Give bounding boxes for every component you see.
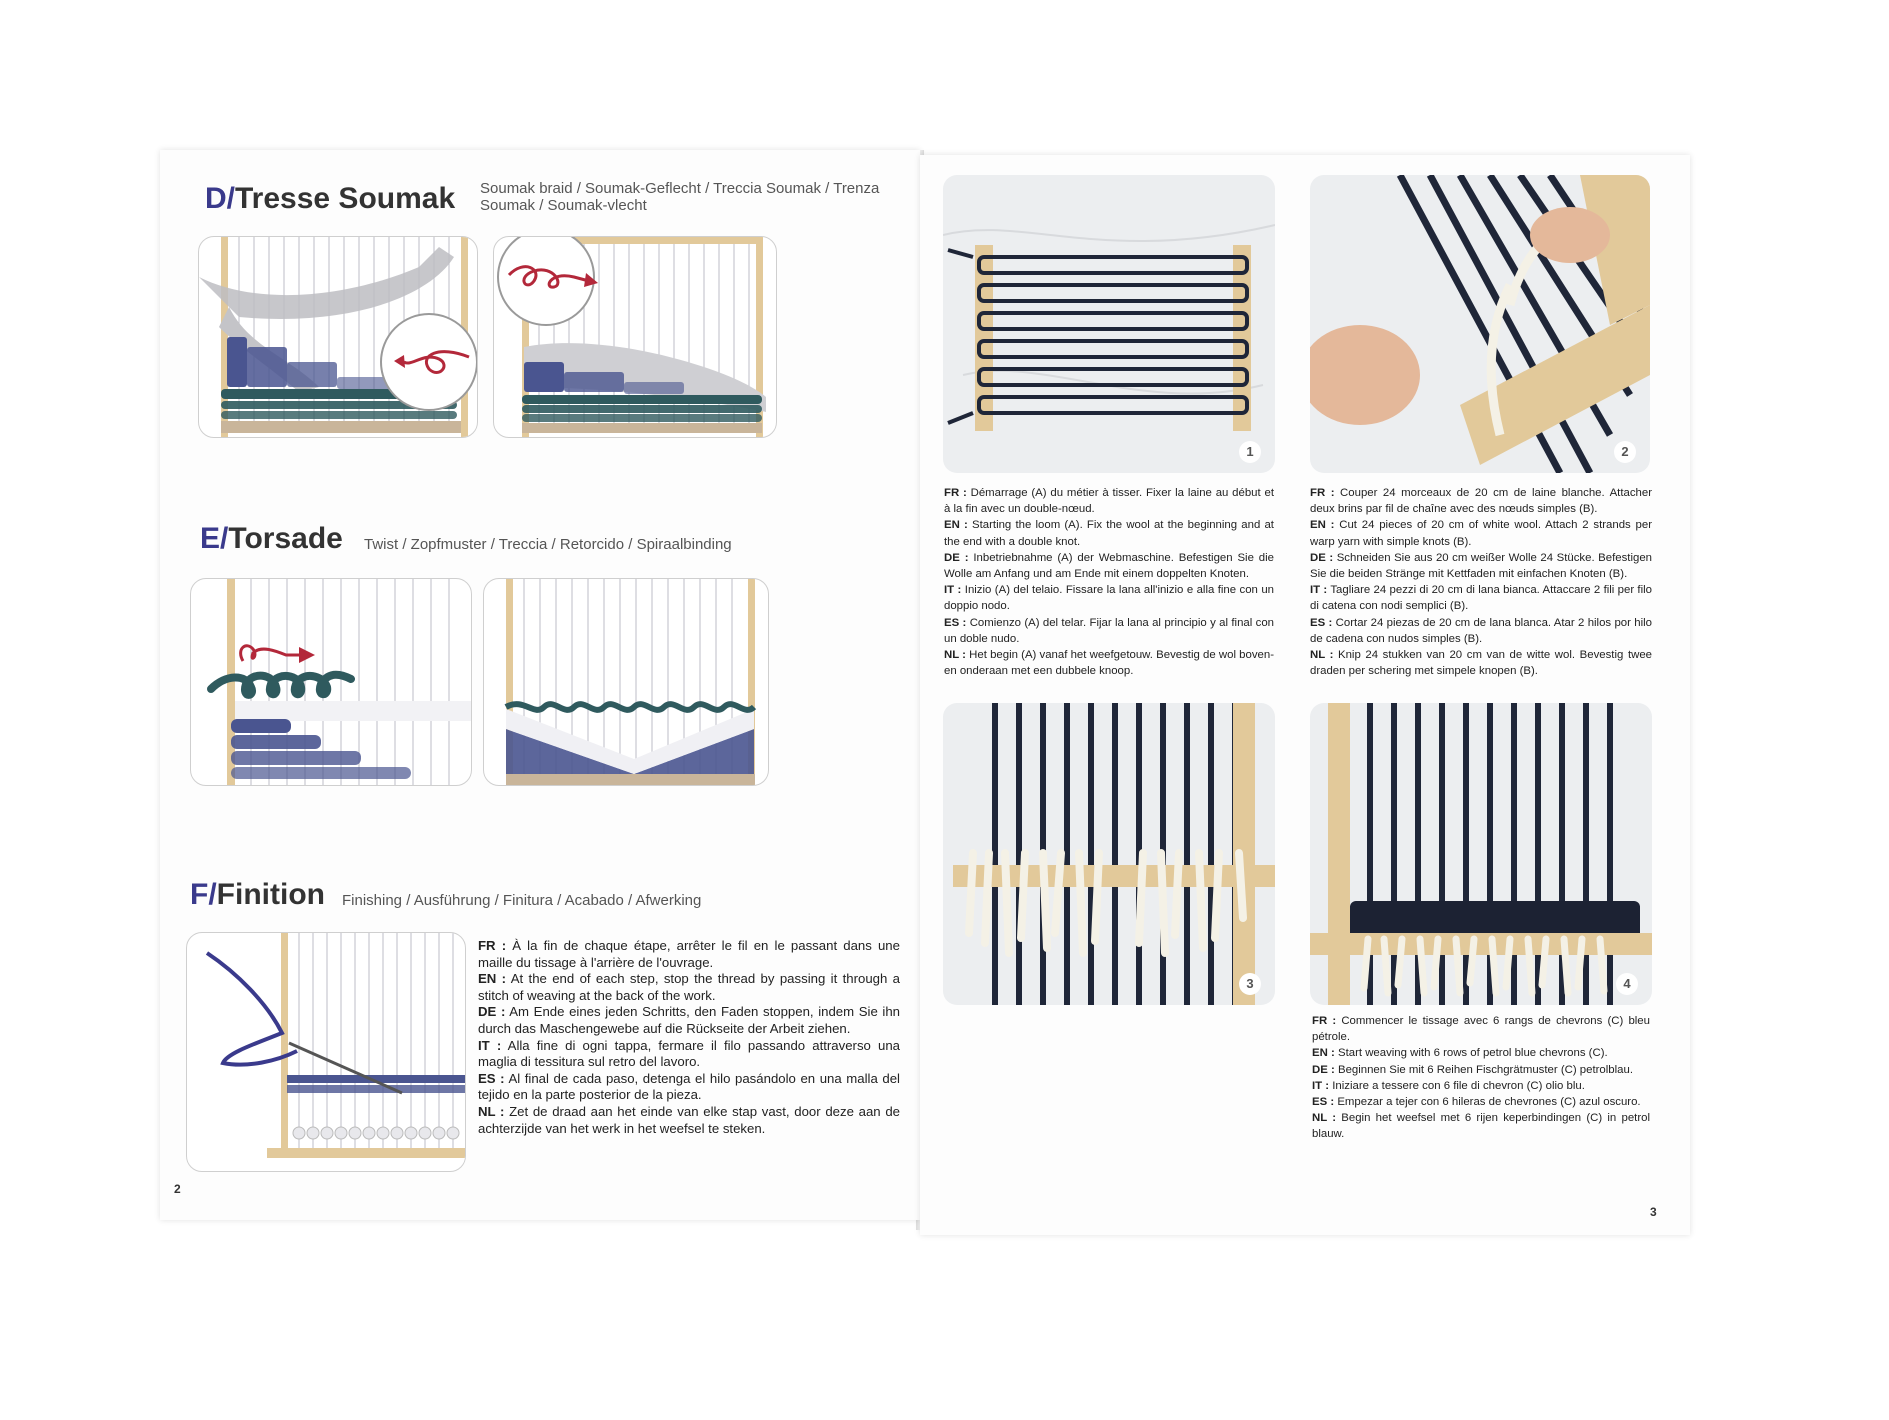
- finishing-instruction-fr: FR : À la fin de chaque étape, arrêter le fil en le passant dans une maille du tissage à l'arrière de l'ouvrage.: [478, 938, 900, 970]
- step-2-instruction-es: ES : Cortar 24 piezas de 20 cm de lana blanca. Atar 2 hilos por hilo de cadena con nudos simples (B).: [1310, 616, 1652, 645]
- soumak-step1-drawing: [199, 237, 477, 437]
- step-photo-3: [943, 703, 1275, 1005]
- step-number-4: 4: [1616, 973, 1638, 995]
- soumak-illustration-1: [198, 236, 478, 438]
- step-4-instruction-en: EN : Start weaving with 6 rows of petrol blue chevrons (C).: [1312, 1047, 1608, 1060]
- twist-illustration-1: [190, 578, 472, 786]
- step-2-instructions: [1310, 485, 1652, 679]
- step-4-instruction-es: ES : Empezar a tejer con 6 hileras de chevrones (C) azul oscuro.: [1312, 1096, 1641, 1109]
- step-4-instruction-nl: NL : Begin het weefsel met 6 rijen keperbindingen (C) in petrol blauw.: [1312, 1112, 1650, 1141]
- step-number-3: 3: [1239, 973, 1261, 995]
- finishing-drawing: [187, 933, 465, 1171]
- step-1-instruction-fr: FR : Démarrage (A) du métier à tisser. Fixer la laine au début et à la fin avec un double-nœud.: [944, 487, 1274, 516]
- step-2-instruction-en: EN : Cut 24 pieces of 20 cm of white wool. Attach 2 strands per warp yarn with simple knots (B).: [1310, 519, 1652, 548]
- step-1-instruction-en: EN : Starting the loom (A). Fix the wool at the beginning and at the end with a double knot.: [944, 519, 1274, 548]
- soumak-illustration-2: [493, 236, 777, 438]
- finishing-instruction-it: IT : Alla fine di ogni tappa, fermare il filo passando attraverso una maglia di tessitura sul retro del lavoro.: [478, 1037, 901, 1070]
- twist-illustration-2: [483, 578, 769, 786]
- step-1-instruction-nl: NL : Het begin (A) vanaf het weefgetouw. Bevestig de wol boven- en onderaan met een dubbele knoop.: [944, 649, 1274, 678]
- step-photo-1: [943, 175, 1275, 473]
- step-4-instruction-it: IT : Iniziare a tessere con 6 file di chevron (C) olio blu.: [1312, 1079, 1585, 1092]
- step-2-instruction-de: DE : Schneiden Sie aus 20 cm weißer Wolle 24 Stücke. Befestigen Sie die beiden Stränge mit Kettfaden mit einfachen Knoten (B).: [1310, 551, 1652, 581]
- step-2-instruction-nl: NL : Knip 24 stukken van 20 cm van de witte wol. Bevestig twee draden per schering met simpele knopen (B).: [1310, 649, 1652, 678]
- twist-step2-drawing: [484, 579, 768, 785]
- finishing-instruction-en: EN : At the end of each step, stop the thread by passing it through a stitch of weaving at the back of the work.: [478, 971, 901, 1003]
- knotted-fringe-photo: [943, 703, 1275, 1005]
- step-2-instruction-fr: FR : Couper 24 morceaux de 20 cm de laine blanche. Attacher deux brins par fil de chaîne avec des nœuds simples (B).: [1310, 487, 1652, 516]
- section-f-title: F/Finition: [190, 878, 325, 911]
- step-photo-4: [1310, 703, 1652, 1005]
- loom-warped-photo: [943, 175, 1275, 473]
- step-4-instructions: [1312, 1013, 1650, 1143]
- step-1-instruction-de: DE : Inbetriebnahme (A) der Webmaschine. Befestigen Sie die Wolle am Anfang und am Ende mit einem doppelten Knoten.: [944, 551, 1274, 581]
- section-f-subtitle: Finishing / Ausführung / Finitura / Acabado / Afwerking: [342, 892, 702, 909]
- finishing-instructions: [478, 938, 900, 1137]
- right-page: [920, 155, 1690, 1235]
- step-1-instructions: [944, 485, 1274, 679]
- step-1-instruction-es: ES : Comienzo (A) del telar. Fijar la lana al principio y al final con un doble nudo.: [944, 616, 1274, 645]
- left-page: [160, 150, 920, 1220]
- right-page-number: 3: [1650, 1205, 1657, 1219]
- finishing-instruction-de: DE : Am Ende eines jeden Schritts, den Faden stoppen, indem Sie ihn durch das Maschengewebe auf die Rückseite der Arbeit ziehen.: [478, 1004, 901, 1036]
- step-photo-2: [1310, 175, 1650, 473]
- finishing-instruction-nl: NL : Zet de draad aan het einde van elke stap vast, door deze aan de achterzijde van het werk in het weefsel te steken.: [478, 1103, 900, 1136]
- section-d-subtitle: Soumak braid / Soumak-Geflecht / Treccia Soumak / Trenza Soumak / Soumak-vlecht: [480, 180, 880, 214]
- step-4-instruction-de: DE : Beginnen Sie mit 6 Reihen Fischgrätmuster (C) petrolblau.: [1312, 1063, 1633, 1076]
- left-page-number: 2: [174, 1182, 181, 1196]
- finishing-instruction-es: ES : Al final de cada paso, detenga el hilo pasándolo en una malla del tejido en la parte posterior de la pieza.: [478, 1070, 900, 1103]
- chevron-rows-photo: [1310, 703, 1652, 1005]
- section-d-title: D/Tresse Soumak: [205, 182, 456, 215]
- section-e-title: E/Torsade: [200, 522, 343, 555]
- section-e-subtitle: Twist / Zopfmuster / Treccia / Retorcido / Spiraalbinding: [364, 536, 732, 553]
- step-2-instruction-it: IT : Tagliare 24 pezzi di 20 cm di lana bianca. Attaccare 2 fili per filo di catena con nodi semplici (B).: [1310, 584, 1652, 613]
- soumak-step2-drawing: [494, 237, 776, 437]
- step-number-1: 1: [1239, 441, 1261, 463]
- step-1-instruction-it: IT : Inizio (A) del telaio. Fissare la lana all'inizio e alla fine con un doppio nodo.: [944, 584, 1274, 613]
- twist-step1-drawing: [191, 579, 471, 785]
- finishing-illustration: [186, 932, 466, 1172]
- tying-knots-photo: [1310, 175, 1650, 473]
- step-number-2: 2: [1614, 441, 1636, 463]
- step-4-instruction-fr: FR : Commencer le tissage avec 6 rangs de chevrons (C) bleu pétrole.: [1312, 1015, 1650, 1044]
